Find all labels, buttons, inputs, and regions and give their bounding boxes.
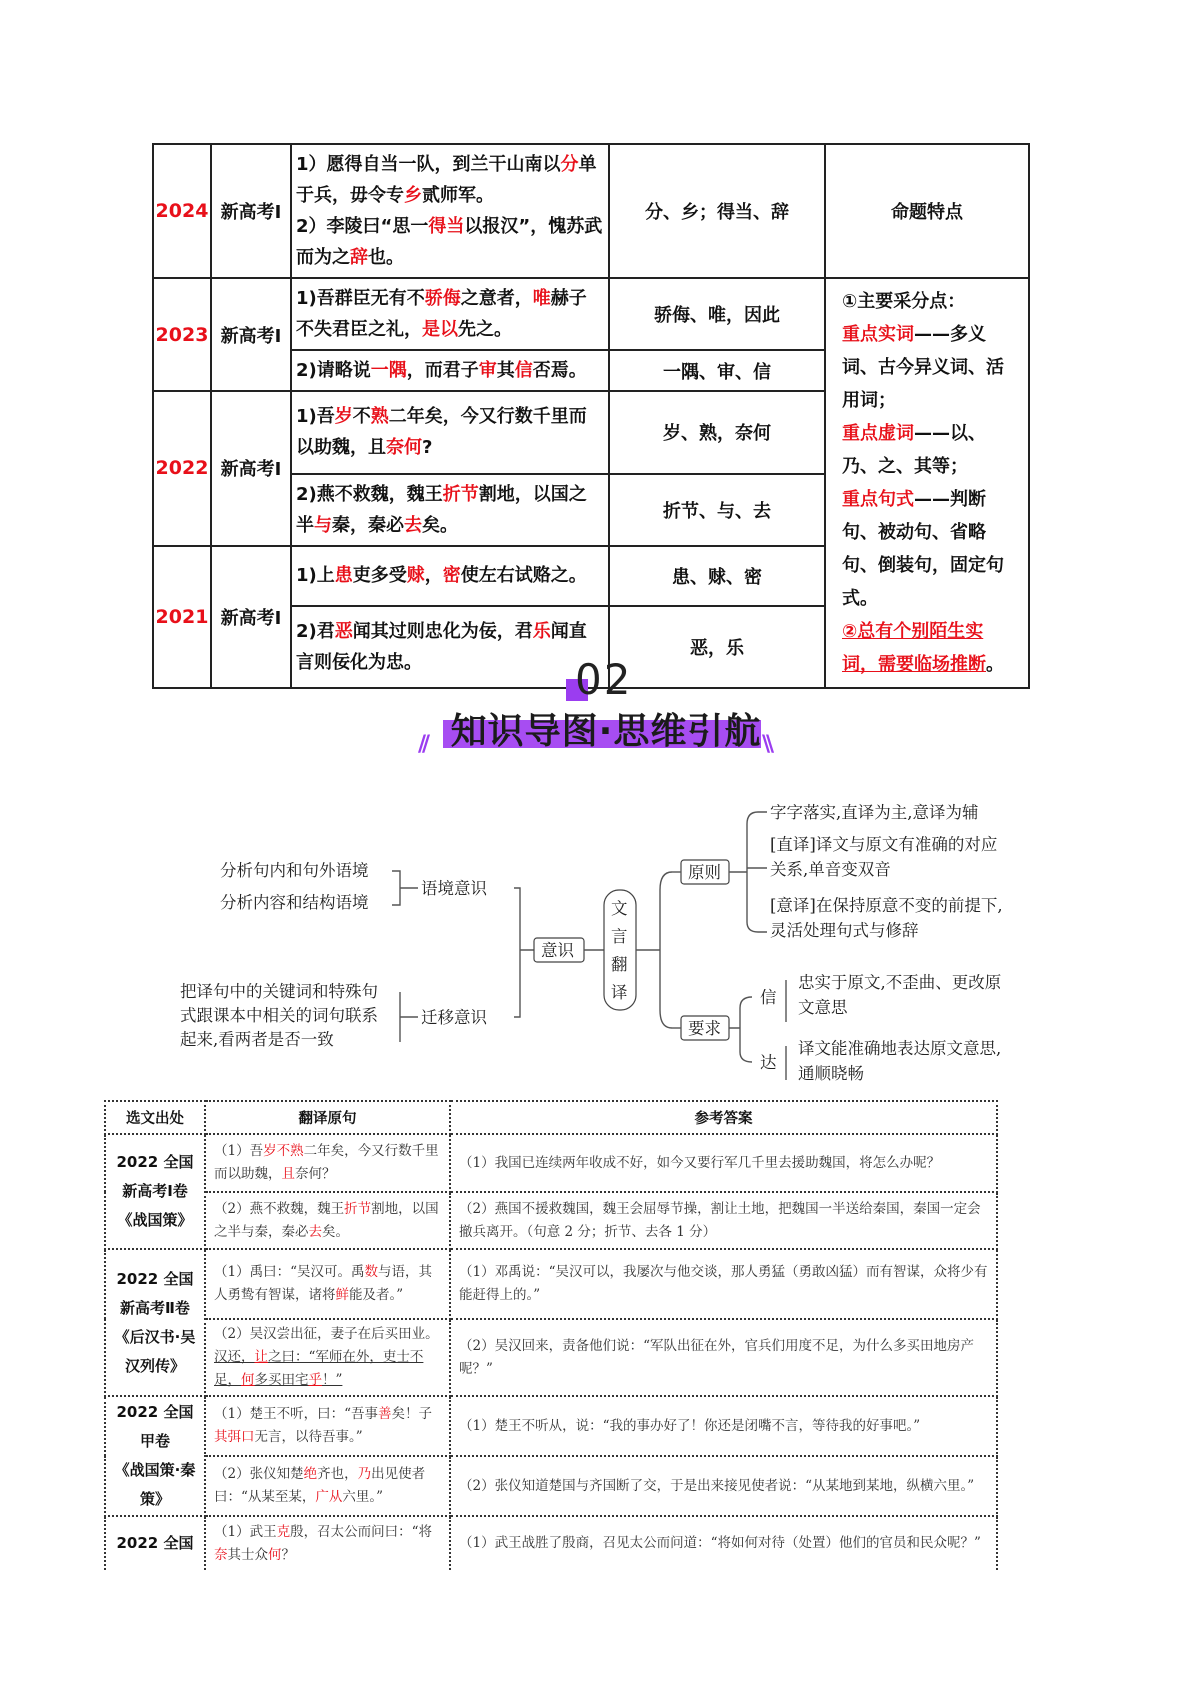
reference-answer	[450, 1516, 997, 1570]
header-answer: 参考答案	[450, 1101, 997, 1134]
highlighted-term: 与	[314, 514, 332, 536]
da-text: 译文能准确地表达原文意思,	[798, 1039, 1002, 1058]
translation-table	[104, 1100, 998, 1570]
source-line: 新高考Ⅰ卷	[122, 1182, 188, 1200]
text-segment: 贰师军。	[422, 185, 494, 206]
keywords-cell: 患、赇、密	[609, 546, 825, 607]
text-segment: 使左右试赂之。	[460, 565, 587, 587]
da-label: 达	[760, 1053, 777, 1072]
feature-line	[842, 318, 1012, 417]
text-segment: 能及者。”	[349, 1287, 404, 1303]
text-segment: 无言，以待吾事。”	[254, 1429, 363, 1445]
awareness-label: 意识	[541, 941, 574, 960]
principle-item: [意译]在保持原意不变的前提下,	[770, 896, 1003, 915]
highlighted-term: 熟	[370, 406, 389, 428]
section-title: 知识导图·思维引航	[450, 711, 762, 752]
keywords-cell: 分、乡；得当、辞	[609, 144, 825, 278]
xin-text: 忠实于原文,不歪曲、更改原	[798, 973, 1002, 992]
highlighted-term: 岁不熟	[263, 1143, 304, 1159]
text-segment: 矣。	[322, 1223, 349, 1240]
original-sentence	[205, 1396, 450, 1456]
reference-answer	[450, 1134, 997, 1192]
highlighted-term: 骄侮	[424, 288, 461, 309]
text-segment: ①主要采分点：	[842, 291, 966, 312]
exam-table	[152, 143, 1030, 689]
source-line: 甲卷	[139, 1432, 170, 1450]
text-segment: ，而君子	[406, 360, 479, 381]
awareness-connector	[514, 888, 534, 1017]
center-char: 言	[611, 927, 628, 946]
sentence-cell	[291, 391, 609, 474]
keywords-cell: 骄侮、唯，因此	[609, 278, 825, 350]
reference-answer	[450, 1192, 997, 1249]
highlighted-term: 去	[308, 1223, 322, 1240]
reference-answer	[450, 1249, 997, 1319]
year-2024: 2024	[153, 144, 211, 278]
text-segment: 先之。	[458, 319, 512, 340]
highlighted-term: 患	[334, 565, 353, 587]
text-segment: 2）李陵曰“思一	[296, 216, 429, 237]
left-slash-decoration: //	[418, 732, 427, 757]
original-sentence	[205, 1319, 450, 1396]
highlighted-term: 重点句式	[842, 489, 914, 510]
year-2022: 2022	[153, 391, 211, 546]
text-segment: 1）愿得自当一队，到兰干山南以	[296, 154, 561, 175]
source-line: 《战国策》	[117, 1211, 193, 1229]
highlighted-term: 密	[442, 565, 461, 587]
header-original: 翻译原句	[205, 1101, 450, 1134]
text-segment: ?	[422, 437, 433, 459]
paper-2024: 新高考Ⅰ	[211, 144, 291, 278]
feature-detail	[825, 278, 1029, 688]
highlighted-term: 乃	[357, 1466, 372, 1482]
text-segment: （1）武王	[214, 1523, 277, 1540]
source-line: 新高考Ⅱ卷	[120, 1298, 190, 1317]
highlighted-term: 绝	[303, 1466, 318, 1482]
transfer-text-line: 起来,看两者是否一致	[180, 1030, 334, 1049]
highlighted-term: 是以	[422, 319, 458, 340]
highlighted-term: 乐	[532, 621, 551, 642]
source-line: 2022 全国	[116, 1534, 194, 1552]
text-segment: （1）吾	[214, 1143, 264, 1159]
highlighted-term: 折节	[442, 483, 479, 505]
source-line: 汉列传》	[124, 1356, 185, 1375]
sentence-cell	[291, 278, 609, 350]
text-segment: 多买田宅	[254, 1372, 309, 1388]
highlighted-term: 数	[364, 1264, 378, 1280]
reference-answer	[450, 1396, 997, 1456]
highlighted-term: 克	[276, 1523, 291, 1540]
source-line: 2022 全国	[116, 1269, 194, 1288]
sentence-cell	[291, 546, 609, 607]
text-segment: （1）邓禹说：“吴汉可以，我屡次与他交谈，那人勇猛（勇敢凶猛）而有智谋，众将少有能赶得上的。”	[459, 1264, 988, 1303]
paper-2023: 新高考Ⅰ	[211, 278, 291, 391]
highlighted-term: 信	[514, 360, 533, 381]
text-segment: ？	[281, 1546, 295, 1563]
highlighted-term: 鲜	[335, 1287, 349, 1303]
year-2023: 2023	[153, 278, 211, 391]
text-segment: 闻其过则忠化为佞，君	[352, 621, 533, 642]
sentence-cell	[291, 474, 609, 546]
text-segment: （2）张仪知楚	[214, 1466, 304, 1482]
highlighted-term: 赇	[406, 565, 425, 587]
highlighted-term: 奈	[214, 1546, 228, 1563]
source-cell	[105, 1249, 205, 1396]
text-segment: 六里。”	[342, 1489, 384, 1505]
context-items-connector	[392, 871, 418, 905]
keywords-cell: 岁、熟，奈何	[609, 391, 825, 474]
year-2021: 2021	[153, 546, 211, 689]
paper-2021: 新高考Ⅰ	[211, 546, 291, 689]
keywords-cell: 一隅、审、信	[609, 350, 825, 391]
text-segment: 单于兵，毋令专	[296, 154, 597, 206]
text-segment: 与语，其人勇鸷有智谋，诸将	[214, 1264, 432, 1303]
highlighted-term: 何	[268, 1546, 282, 1563]
text-segment: 其	[496, 360, 515, 381]
text-segment: 1)上	[296, 565, 335, 587]
highlighted-term: 广从	[315, 1489, 343, 1505]
text-segment: 秦，秦必	[332, 514, 404, 536]
feature-line	[842, 285, 1012, 318]
right-slash-decoration: \\	[762, 732, 771, 757]
transfer-text-line: 式跟课本中相关的词句联系	[180, 1006, 378, 1025]
mind-map	[0, 790, 1100, 1090]
highlighted-term: 何	[241, 1372, 255, 1388]
text-segment: ，	[424, 565, 443, 587]
text-segment: 闻直言则佞化为忠。	[296, 621, 587, 673]
text-segment: 否焉。	[532, 360, 587, 381]
text-segment: （2）燕不救魏，魏王	[214, 1200, 345, 1217]
feature-line	[842, 483, 1012, 615]
text-segment: 出见使者曰：“从某至某，	[214, 1466, 426, 1505]
keywords-cell: 折节、与、去	[609, 474, 825, 546]
original-sentence	[205, 1249, 450, 1319]
highlighted-term: 岁	[334, 406, 353, 428]
highlighted-term: 重点实词	[842, 324, 914, 345]
context-item: 分析内容和结构语境	[220, 893, 369, 912]
principle-item: [直译]译文与原文有准确的对应	[770, 835, 998, 854]
text-segment: 。	[986, 654, 1004, 675]
highlighted-term: 善	[378, 1406, 392, 1422]
highlighted-term: 去	[404, 514, 422, 536]
sentence-cell	[291, 350, 609, 391]
text-segment: 二年矣，今又行数千里而以助魏，	[214, 1143, 439, 1182]
highlighted-term: 奈何	[386, 437, 422, 459]
text-segment: ！”	[322, 1372, 343, 1388]
text-segment: 2)请略说	[296, 360, 371, 381]
center-char: 翻	[611, 955, 628, 974]
text-segment: ——多义词、古今异义词、活用词；	[842, 324, 1004, 411]
text-segment: （1）楚王不听从，说：“我的事办好了！你还是闭嘴不言，等待我的好事吧。”	[459, 1417, 921, 1434]
text-segment: 奈何？	[295, 1166, 336, 1182]
text-segment: （1）禹曰：“吴汉可。禹	[214, 1264, 365, 1280]
principle-label: 原则	[688, 863, 721, 882]
source-line: 《战国策·秦	[114, 1461, 196, 1479]
text-segment: ——以、乃、之、其等；	[842, 423, 986, 477]
reference-answer	[450, 1319, 997, 1396]
sentence-cell	[291, 144, 609, 278]
feature-line	[842, 417, 1012, 483]
header-source: 选文出处	[105, 1101, 205, 1134]
source-line: 2022 全国	[116, 1403, 194, 1421]
text-segment: （2）吴汉尝出征，妻子在后买田业。	[214, 1326, 439, 1342]
original-sentence	[205, 1192, 450, 1249]
text-segment: 其士众	[227, 1546, 268, 1563]
highlighted-term: 得当	[428, 216, 465, 237]
original-sentence	[205, 1134, 450, 1192]
text-segment: 赫子不失君臣之礼，	[296, 288, 587, 340]
highlighted-term: 恶	[334, 621, 353, 642]
highlighted-term: 乡	[404, 185, 422, 206]
feature-header: 命题特点	[825, 144, 1029, 278]
xin-label: 信	[760, 988, 777, 1007]
requirement-items-connector	[729, 997, 752, 1062]
center-char: 译	[611, 983, 628, 1002]
section-number: 02	[575, 655, 633, 704]
requirement-label: 要求	[688, 1019, 721, 1038]
highlighted-term: 审	[478, 360, 497, 381]
sentence-cell	[291, 606, 609, 688]
text-segment: 2)燕不救魏，魏王	[296, 483, 443, 505]
text-segment: 割地，以国之半与秦，秦必	[214, 1200, 439, 1240]
text-segment: 2)君	[296, 621, 335, 642]
text-segment: 以报汉”，愧苏武而为之	[296, 216, 603, 268]
source-cell	[105, 1396, 205, 1516]
text-segment: 1)吾	[296, 406, 335, 428]
context-item: 分析句内和句外语境	[220, 861, 369, 880]
text-segment: 殷，召太公而问曰：“将	[290, 1523, 432, 1540]
text-segment: 之曰：“军师在外，吏士不足，	[214, 1349, 424, 1388]
text-segment: （2）张仪知道楚国与齐国断了交，于是出来接见使者说：“从某地到某地，纵横六里。”	[459, 1477, 975, 1494]
text-segment: （2）吴汉回来，责备他们说：“军队出征在外，官兵们用度不足，为什么多买田地房产呢？”	[459, 1337, 974, 1377]
xin-text: 文意思	[798, 998, 848, 1017]
text-segment: 吏多受	[352, 565, 407, 587]
text-segment: 齐也，	[317, 1466, 358, 1482]
keywords-cell: 恶，乐	[609, 606, 825, 688]
source-cell	[105, 1134, 205, 1249]
reference-answer	[450, 1456, 997, 1516]
principle-item: 字字落实,直译为主,意译为辅	[770, 803, 979, 822]
text-segment: （1）楚王不听，曰：“吾事	[214, 1406, 378, 1422]
text-segment: 矣！子	[391, 1406, 432, 1422]
source-cell	[105, 1516, 205, 1570]
original-sentence	[205, 1456, 450, 1516]
highlighted-term: ②总有个别陌生实词，需要临场推断	[842, 621, 986, 675]
principle-items-connector	[729, 812, 767, 932]
original-sentence	[205, 1516, 450, 1570]
paper-2022: 新高考Ⅰ	[211, 391, 291, 546]
transfer-awareness-label: 迁移意识	[421, 1008, 487, 1027]
text-segment: 汉还，	[214, 1349, 255, 1365]
highlighted-term: 一隅	[370, 360, 407, 381]
principle-item: 关系,单音变双音	[770, 860, 891, 879]
text-segment: 1)吾群臣无有不	[296, 288, 425, 309]
transfer-text-line: 把译句中的关键词和特殊句	[180, 982, 378, 1001]
highlighted-term: 辞	[350, 247, 368, 268]
text-segment: 割地，以国之半	[296, 483, 587, 536]
principle-item: 灵活处理句式与修辞	[770, 921, 919, 940]
text-segment: ——判断句、被动句、省略句、倒装句，固定句式。	[842, 489, 1004, 609]
highlighted-term: 分	[560, 154, 579, 175]
center-char: 文	[611, 899, 628, 918]
source-line: 策》	[139, 1490, 170, 1508]
source-line: 2022 全国	[116, 1153, 194, 1171]
text-segment: （1）我国已连续两年收成不好，如今又要行军几千里去援助魏国，将怎么办呢？	[459, 1154, 941, 1171]
text-segment: 也。	[368, 247, 404, 268]
text-segment: （2）燕国不援救魏国，魏王会屈辱节操，割让土地，把魏国一半送给秦国，秦国一定会撤兵离开。（句意 2 分；折节、去各 1 分）	[459, 1200, 981, 1240]
source-line: 《后汉书·吴	[114, 1327, 196, 1346]
center-right-branch	[660, 872, 672, 1028]
highlighted-term: 且	[281, 1166, 295, 1182]
highlighted-term: 让	[254, 1349, 268, 1365]
highlighted-term: 折节	[344, 1200, 372, 1217]
context-awareness-label: 语境意识	[421, 879, 487, 898]
text-segment: （1）武王战胜了殷商，召见太公而问道：“将如何对待（处置）他们的官员和民众呢？”	[459, 1535, 981, 1551]
text-segment: 二年矣，今又行数千里而以助魏，且	[296, 406, 587, 459]
feature-line	[842, 615, 1012, 681]
transfer-text-connector	[400, 992, 418, 1042]
text-segment: 矣。	[422, 514, 458, 536]
da-text: 通顺晓畅	[798, 1064, 864, 1083]
highlighted-term: 重点虚词	[842, 423, 914, 444]
highlighted-term: 其弭口	[214, 1429, 255, 1445]
text-segment: 不	[352, 406, 371, 428]
highlighted-term: 唯	[532, 288, 551, 309]
text-segment: 之意者，	[460, 288, 533, 309]
highlighted-term: 乎	[308, 1372, 322, 1388]
